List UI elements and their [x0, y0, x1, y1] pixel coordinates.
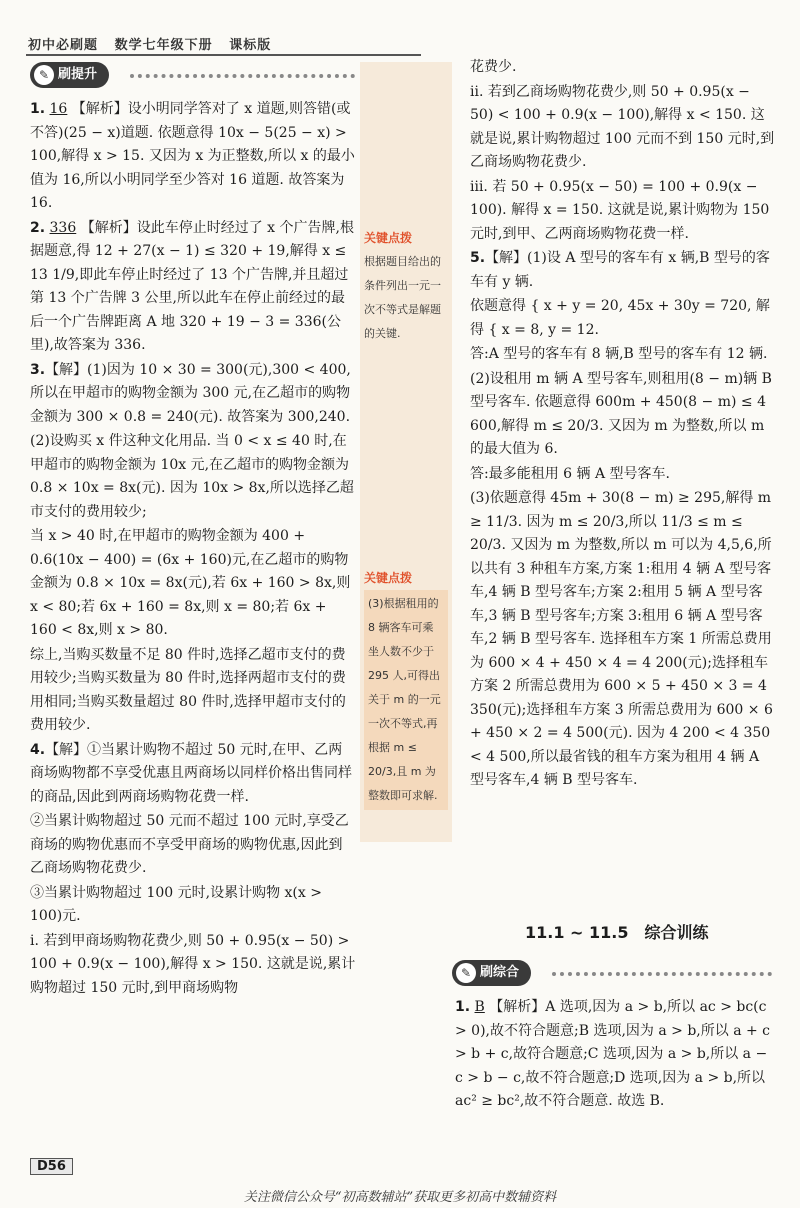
paragraph: (3)依题意得 45m + 30(8 − m) ≥ 295,解得 m ≥ 11/3. 因为 m ≤ 20/3,所以 11/3 ≤ m ≤ 20/3. 又因为 m 为整数,所以 m 可以为 4,5,6,所以共有 3 种租车方案,方案 1:租用 4 辆 A 型号客车,4 辆 B 型号客车;方案 2:租用 5 辆 A 型号客车,3 辆 B 型号客车;方案 3:租用 6 辆 A 型号客车,2 辆 B 型号客车. 选择租车方案 1 所需总费用为 600 × 4 + 450 × 4 = 4 200(元);选择租车方案 2 所需总费用为 600 × 5 + 450 × 3 = 4 350(元);选择租车方案 3 所需总费用为 600 × 6 + 450 × 2 = 4 500(元). 因为 4 200 < 4 350 < 4 500,所以最省钱的租车方案为租用 4 辆 A 型号客车,4 辆 B 型号客车. — [470, 490, 773, 788]
section-title: 11.1 ~ 11.5 综合训练 — [525, 923, 709, 942]
key-note-2 — [364, 566, 448, 810]
improve-badge: ✎ 刷提升 — [30, 62, 109, 88]
paragraph: ②当累计购物超过 50 元而不超过 100 元时,享受乙商场的购物优惠而不享受甲商场的购物优惠,因此到乙商场购物花费少. — [30, 813, 349, 876]
paragraph: 综上,当购买数量不足 80 件时,选择乙超市支付的费用较少;当购买数量为 80 件时,选择两超市支付的费用相同;当购买数量超过 80 件时,选择甲超市支付的费用较少. — [30, 646, 346, 733]
paragraph: ⅰ. 若到甲商场购物花费少,则 50 + 0.95(x − 50) > 100 + 0.9(x − 100),解得 x > 150. 这就是说,累计购物超过 150 元时,到甲商场购物 — [30, 932, 356, 996]
subject: 数学七年级下册 — [114, 38, 213, 53]
paragraph: 依题意得 { x + y = 20, 45x + 30y = 720, 解得 { x = 8, y = 12. — [470, 298, 770, 338]
paragraph: 答:最多能租用 6 辆 A 型号客车. — [470, 465, 670, 482]
right-column — [470, 56, 775, 794]
answer-1 — [455, 996, 775, 1115]
pencil-icon: ✎ — [456, 963, 476, 983]
edition: 课标版 — [229, 38, 272, 53]
paragraph: 花费少. — [470, 59, 517, 75]
paragraph: 2. 336 【解析】设此车停止时经过了 x 个广告牌,根据题意,得 12 + 27(x − 1) ≤ 320 + 19,解得 x ≤ 13 1/9,即此车停止时经过了 13 个广告牌,并且超过第 13 个广告牌 3 公里,所以此车在停止前经过的最后一个广告牌距离 A 地 320 + 19 − 3 = 336(公里),故答案为 336. — [30, 219, 354, 353]
page-number: D56 — [30, 1158, 73, 1175]
dotted-rule — [130, 74, 355, 78]
paragraph: ⅲ. 若 50 + 0.95(x − 50) = 100 + 0.9(x − 100). 解得 x = 150. 这就是说,累计购物为 150 元时,到甲、乙两商场购物花费一样. — [470, 178, 770, 242]
key-note-title: 关键点拨 — [364, 571, 413, 585]
paragraph: (2)设租用 m 辆 A 型号客车,则租用(8 − m)辆 B 型号客车. 依题意得 600m + 450(8 − m) ≤ 4 600,解得 m ≤ 20/3. 又因为 m 为整数,所以 m 的最大值为 6. — [470, 370, 772, 457]
paragraph: 3.【解】(1)因为 10 × 30 = 300(元),300 < 400,所以在甲超市的购物金额为 300 元,在乙超市的购物金额为 300 × 0.8 = 240(元). 故答案为 300,240. — [30, 361, 351, 425]
key-note-text: (3)根据租用的 8 辆客车可乘坐人数不少于 295 人,可得出关于 m 的一元一次不等式,再根据 m ≤ 20/3,且 m 为整数即可求解. — [364, 590, 448, 810]
book-name: 初中必刷题 — [28, 38, 99, 53]
key-note-1 — [364, 226, 448, 346]
paragraph: 1. B 【解析】A 选项,因为 a > b,所以 ac > bc(c > 0),故不符合题意;B 选项,因为 a > b,所以 a + c > b + c,故符合题意;C 选项,因为 a > b,所以 a − c > b − c,故不符合题意;D 选项,因为 a > b,所以 ac² ≥ bc²,故不符合题意. 故选 B. — [455, 999, 771, 1109]
comprehensive-badge: ✎ 刷综合 — [452, 960, 531, 986]
paragraph: ③当累计购物超过 100 元时,设累计购物 x(x > 100)元. — [30, 884, 322, 924]
dotted-rule — [552, 972, 772, 976]
page-header — [28, 34, 271, 53]
footer-note: 关注微信公众号“初高数辅站”获取更多初高中数辅资料 — [243, 1190, 557, 1205]
key-note-text: 根据题目给出的条件列出一元一次不等式是解题的关键. — [364, 255, 441, 340]
pencil-icon: ✎ — [34, 65, 54, 85]
paragraph: 答:A 型号的客车有 8 辆,B 型号的客车有 12 辆. — [470, 346, 768, 362]
key-note-title: 关键点拨 — [364, 231, 413, 245]
paragraph: 4.【解】①当累计购物不超过 50 元时,在甲、乙两商场购物都不享受优惠且两商场以同样价格出售同样的商品,因此到两商场购物花费一样. — [30, 741, 352, 805]
left-column — [30, 98, 356, 1001]
paragraph: ⅱ. 若到乙商场购物花费少,则 50 + 0.95(x − 50) < 100 + 0.9(x − 100),解得 x < 150. 这就是说,累计购物超过 100 元而不到 150 元时,到乙商场购物花费少. — [470, 83, 775, 170]
paragraph: 1. 16 【解析】设小明同学答对了 x 道题,则答错(或不答)(25 − x)道题. 依题意得 10x − 5(25 − x) > 100,解得 x > 15. 又因为 x 为正整数,所以 x 的最小值为 16,所以小明同学至少答对 16 道题. 故答案为 16. — [30, 101, 355, 211]
paragraph: (2)设购买 x 件这种文化用品. 当 0 < x ≤ 40 时,在甲超市的购物金额为 10x 元,在乙超市的购物金额为 0.8 × 10x = 8x(元). 因为 10x > 8x,所以选择乙超市支付的费用较少; — [30, 433, 354, 520]
header-rule — [26, 54, 421, 56]
paragraph: 当 x > 40 时,在甲超市的购物金额为 400 + 0.6(10x − 400) = (6x + 160)元,在乙超市的购物金额为 0.8 × 10x = 8x(元),若 6x + 160 > 8x,则 x < 80;若 6x + 160 = 8x,则 x = 80;若 6x + 160 < 8x,则 x > 80. — [30, 528, 351, 638]
paragraph: 5.【解】(1)设 A 型号的客车有 x 辆,B 型号的客车有 y 辆. — [470, 250, 770, 290]
